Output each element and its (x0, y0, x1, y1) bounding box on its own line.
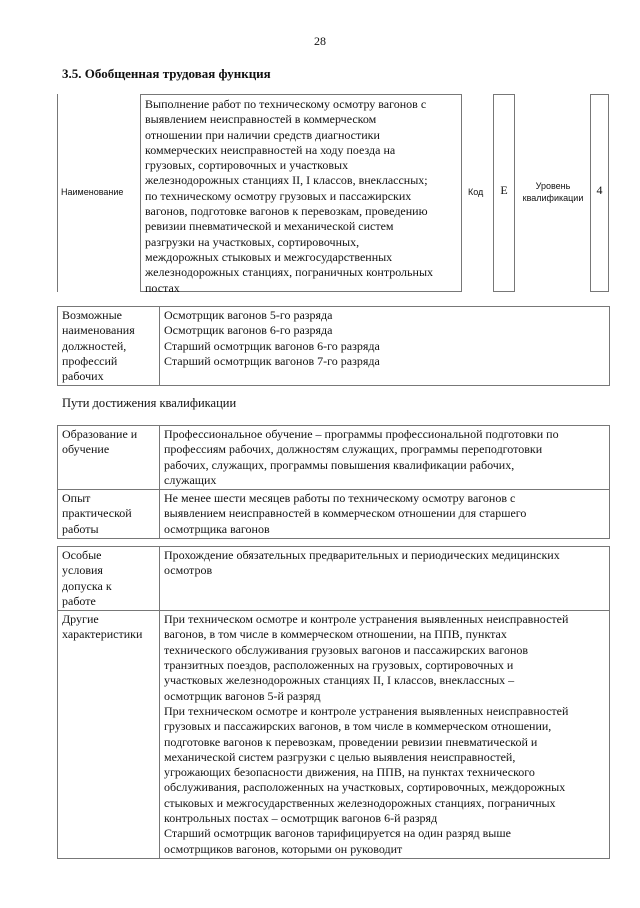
row-label-line: Образование и (62, 427, 138, 441)
row-text-line: обслуживания, расположенных на участковых, сортировочных, междорожных (164, 780, 566, 795)
row-text-line: Старший осмотрщик вагонов тарифицируется на один разряд выше (164, 826, 511, 841)
row-text-line: осмотрщика вагонов (164, 521, 270, 536)
row-text-line: При техническом осмотре и контроле устранения выявленных неисправностей (164, 612, 569, 627)
row-text-line: стыковых и межгосударственных железнодорожных станциях, пограничных (164, 795, 556, 810)
level-label: Уровень квалификации (522, 181, 584, 203)
education-table (57, 425, 610, 539)
level-value-box (590, 94, 609, 292)
row-label-line: работы (62, 521, 99, 536)
row-text-line: При техническом осмотре и контроле устранения выявленных неисправностей (164, 703, 569, 718)
row-text-line: вагонов, в том числе в коммерческом отношении, на ППВ, пунктах (164, 627, 507, 642)
position-item: Осмотрщик вагонов 6-го разряда (164, 323, 333, 338)
function-name-line: по техническому осмотру грузовых и пассажирских (145, 188, 412, 203)
table-row (58, 307, 610, 386)
function-name-line: Выполнение работ по техническому осмотру вагонов с (145, 97, 427, 111)
row-text (160, 426, 610, 490)
level-value: 4 (596, 183, 603, 197)
table-row (58, 611, 610, 859)
positions-label-line: рабочих (62, 369, 104, 384)
row-text-line: контрольных постах – осмотрщик вагонов 6-й разряд (164, 811, 438, 826)
section-title: 3.5. Обобщенная трудовая функция (62, 66, 271, 81)
function-name-line: выявлением неисправностей в коммерческом (145, 112, 377, 127)
table-row (58, 547, 610, 611)
conditions-table (57, 546, 610, 859)
row-label-line: характеристики (62, 627, 143, 642)
function-name-line: междорожных стыковых и межгосударственных (145, 249, 393, 264)
positions-label-line: Возможные (62, 308, 122, 322)
row-label-line: Особые (62, 548, 102, 562)
row-label-line: Другие (62, 612, 99, 627)
row-label-line: допуска к (62, 578, 112, 593)
function-name-line: постах (145, 280, 180, 295)
function-name-box (140, 94, 462, 295)
row-label (58, 426, 160, 490)
row-text-line: подготовке вагонов к перевозкам, проведении ревизии пневматической и (164, 734, 538, 749)
positions-label (58, 307, 160, 386)
positions-label-line: профессий (62, 353, 118, 368)
left-border (57, 94, 58, 292)
position-item: Старший осмотрщик вагонов 6-го разряда (164, 338, 380, 353)
row-label-line: обучение (62, 442, 110, 457)
function-name-text (145, 97, 457, 296)
function-name-line: отношении при наличии средств диагностики (145, 127, 380, 142)
position-item: Осмотрщик вагонов 5-го разряда (164, 308, 333, 322)
table-row (58, 426, 610, 490)
code-label: Код (468, 187, 484, 197)
function-name-line: ревизии пневматической и механической систем (145, 219, 394, 234)
row-text (160, 490, 610, 539)
row-text-line: Профессиональное обучение – программы профессиональной подготовки по (164, 427, 559, 441)
row-text-line: служащих (164, 472, 217, 487)
positions-list (160, 307, 610, 386)
row-text-line: технического обслуживания грузовых вагонов и пассажирских вагонов (164, 642, 529, 657)
row-text-line: осмотрщиков вагонов, которыми он руководит (164, 841, 403, 856)
row-text-line: Прохождение обязательных предварительных и периодических медицинских (164, 548, 560, 562)
positions-table (57, 306, 610, 386)
row-label-line: практической (62, 506, 132, 521)
row-text-line: осмотрщик вагонов 5-й разряд (164, 688, 321, 703)
row-text-line: участковых железнодорожных станциях II, I классов, внеклассных – (164, 673, 515, 688)
function-name-line: коммерческих неисправностей на ходу поезда на (145, 142, 396, 157)
position-item: Старший осмотрщик вагонов 7-го разряда (164, 353, 380, 368)
table-row (58, 490, 610, 539)
row-label (58, 490, 160, 539)
function-name-line: вагонов, подготовке вагонов к перевозкам, проведению (145, 204, 428, 219)
page-number: 28 (314, 34, 326, 48)
row-label-line: работе (62, 593, 96, 608)
row-text-line: Не менее шести месяцев работы по техническому осмотру вагонов с (164, 491, 516, 506)
row-text (160, 611, 610, 859)
row-text-line: угрожающих безопасности движения, на ППВ, на пунктах технического (164, 765, 535, 780)
row-text (160, 547, 610, 611)
row-label (58, 611, 160, 859)
row-text-line: профессиям рабочих, должностям служащих, программы переподготовки (164, 442, 543, 457)
row-label (58, 547, 160, 611)
paths-title: Пути достижения квалификации (62, 396, 237, 410)
row-text-line: механической систем разгрузки с целью выявления неисправностей, (164, 749, 516, 764)
row-label-line: Опыт (62, 491, 91, 506)
function-name-line: разгрузки на участковых, сортировочных, (145, 234, 360, 249)
function-name-line: грузовых, сортировочных и участковых (145, 158, 349, 173)
row-text-line: грузовых и пассажирских вагонов, в том числе в коммерческом отношении, (164, 719, 552, 734)
row-text-line: транзитных поездов, расположенных на грузовых, сортировочных и (164, 658, 514, 673)
code-value-box (493, 94, 515, 292)
function-name-line: железнодорожных станциях II, I классов, внеклассных; (145, 173, 428, 188)
function-name-line: железнодорожных станциях, пограничных контрольных (145, 265, 433, 280)
row-text-line: осмотров (164, 563, 213, 578)
row-text-line: выявлением неисправностей в коммерческом отношении для старшего (164, 506, 527, 521)
row-label-line: условия (62, 563, 103, 578)
positions-label-line: наименования (62, 323, 135, 338)
positions-label-line: должностей, (62, 338, 127, 353)
row-text-line: рабочих, служащих, программы повышения квалификации рабочих, (164, 457, 515, 472)
code-value: E (500, 183, 508, 197)
name-label: Наименование (61, 187, 124, 197)
